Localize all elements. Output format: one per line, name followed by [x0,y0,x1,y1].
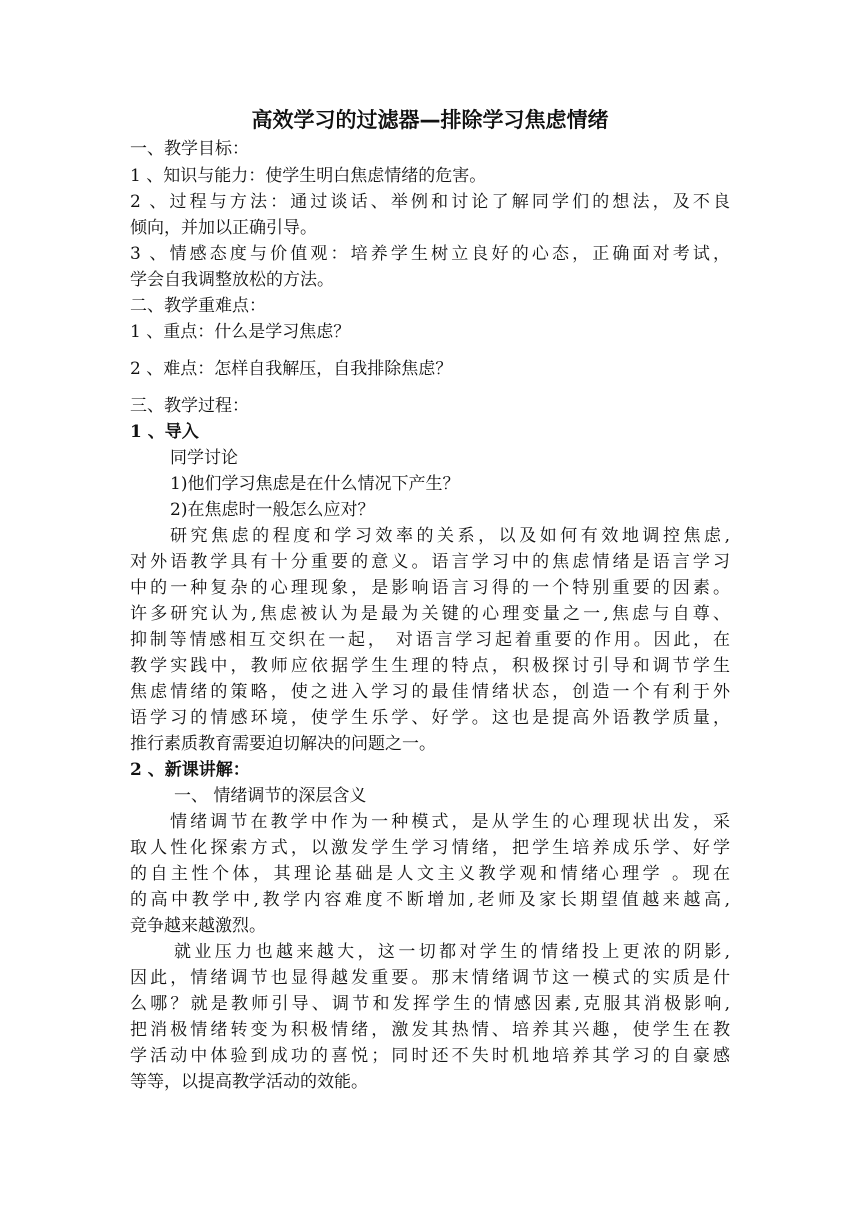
objective-item-3-line-2: 学会自我调整放松的方法。 [130,270,334,290]
paragraph-3-line-6: 等等，以提高教学活动的效能。 [130,1072,368,1092]
discussion-label: 同学讨论 [170,448,238,468]
document-title: 高效学习的过滤器—排除学习焦虑情绪 [251,108,609,132]
paragraph-2-line-2: 取人性化探索方式，以激发学生学习情绪，把学生培养成乐学、好学 [130,838,730,858]
discussion-question-2: 2)在焦虑时一般怎么应对？ [170,500,375,520]
section-heading-process: 三、教学过程： [130,396,249,416]
paragraph-1-line-7: 焦虑情绪的策略，使之进入学习的最佳情绪状态，创造一个有利于外 [130,682,730,702]
paragraph-1-line-5: 抑制等情感相互交织在一起， 对语言学习起着重要的作用。因此，在 [130,630,730,650]
section-heading-key-points: 二、教学重难点： [130,296,266,316]
subsection-heading-1: 一、 情绪调节的深层含义 [174,786,367,806]
paragraph-2-line-5: 竞争越来越激烈。 [130,916,266,936]
paragraph-1-line-6: 教学实践中，教师应依据学生生理的特点，积极探讨引导和调节学生 [130,656,730,676]
key-point-item-1: 1 、重点：什么是学习焦虑？ [130,322,351,342]
paragraph-1-line-8: 语学习的情感环境，使学生乐学、好学。这也是提高外语教学质量， [130,708,730,728]
section-heading-objectives: 一、教学目标： [130,139,249,159]
key-point-item-2: 2 、难点：怎样自我解压，自我排除焦虑？ [130,359,453,379]
paragraph-3-line-5: 学活动中体验到成功的喜悦；同时还不失时机地培养其学习的自豪感 [130,1046,730,1066]
objective-item-2-line-2: 倾向，并加以正确引导。 [130,218,317,238]
paragraph-2-line-1: 情绪调节在教学中作为一种模式，是从学生的心理现状出发，采 [170,812,730,832]
objective-item-3-line-1: 3 、情感态度与价值观：培养学生树立良好的心态，正确面对考试， [130,244,730,264]
paragraph-2-line-3: 的自主性个体，其理论基础是人文主义教学观和情绪心理学 。现在 [130,864,730,884]
paragraph-2-line-4: 的高中教学中,教学内容难度不断增加,老师及家长期望值越来越高, [130,890,730,910]
paragraph-1-line-9: 推行素质教育需要迫切解决的问题之一。 [130,734,436,754]
process-part-2-label: 2 、新课讲解： [130,760,250,780]
objective-item-2-line-1: 2 、过程与方法：通过谈话、举例和讨论了解同学们的想法，及不良 [130,192,730,212]
paragraph-3-line-2: 因此，情绪调节也显得越发重要。那末情绪调节这一模式的实质是什 [130,968,730,988]
paragraph-3-line-3: 么哪？就是教师引导、调节和发挥学生的情感因素,克服其消极影响, [130,994,730,1014]
discussion-question-1: 1)他们学习焦虑是在什么情况下产生？ [170,474,460,494]
process-part-1-label: 1 、导入 [130,422,199,442]
paragraph-3-line-4: 把消极情绪转变为积极情绪，激发其热情、培养其兴趣，使学生在教 [130,1020,730,1040]
paragraph-1-line-2: 对外语教学具有十分重要的意义。语言学习中的焦虑情绪是语言学习 [130,552,730,572]
paragraph-1-line-3: 中的一种复杂的心理现象，是影响语言习得的一个特别重要的因素。 [130,578,730,598]
paragraph-1-line-1: 研究焦虑的程度和学习效率的关系，以及如何有效地调控焦虑, [170,526,730,546]
paragraph-3-line-1: 就业压力也越来越大，这一切都对学生的情绪投上更浓的阴影, [174,942,730,962]
objective-item-1: 1 、知识与能力：使学生明白焦虑情绪的危害。 [130,166,487,186]
paragraph-1-line-4: 许多研究认为,焦虑被认为是最为关键的心理变量之一,焦虑与自尊、 [130,604,730,624]
